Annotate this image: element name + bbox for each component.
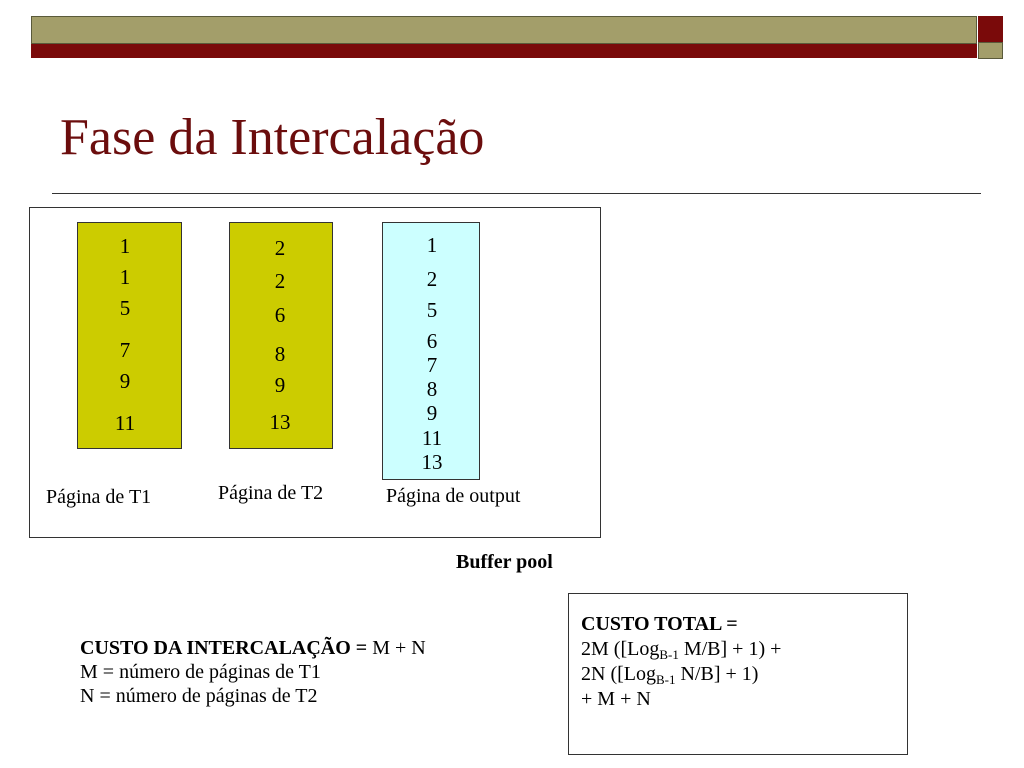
merge-cost-block	[80, 636, 426, 708]
total-cost-line-2-subscript: B-1	[655, 672, 676, 687]
page-output-value: 1	[426, 233, 438, 257]
header-square-maroon	[978, 16, 1003, 42]
page-t2-value: 13	[269, 410, 291, 434]
page-output-value: 2	[426, 267, 438, 291]
page-t1-value: 11	[114, 411, 136, 435]
page-t1-value: 1	[119, 234, 131, 258]
page-output-value: 6	[426, 329, 438, 353]
total-cost-line-3: + M + N	[581, 688, 651, 710]
total-cost-line-1-prefix: 2M ([Log	[581, 638, 660, 660]
page-output-value: 9	[426, 401, 438, 425]
buffer-pool-caption: Buffer pool	[456, 551, 553, 573]
page-output-value: 8	[426, 377, 438, 401]
header-bar-maroon	[31, 44, 977, 58]
total-cost-line-1	[581, 637, 907, 662]
page-t2-value: 2	[274, 269, 286, 293]
page-t1-value: 1	[119, 265, 131, 289]
merge-cost-formula: M + N	[372, 637, 426, 659]
total-cost-line-2	[581, 662, 907, 687]
slide-title: Fase da Intercalação	[60, 109, 485, 166]
total-cost-line-2-prefix: 2N ([Log	[581, 663, 656, 685]
title-divider	[52, 193, 981, 194]
total-cost-line-1-suffix: M/B] + 1) +	[678, 638, 782, 660]
merge-cost-heading: CUSTO DA INTERCALAÇÃO =	[80, 637, 368, 659]
page-t1-label: Página de T1	[46, 486, 152, 508]
page-t1-value: 9	[119, 369, 131, 393]
page-output-value: 11	[421, 426, 443, 450]
page-t2-value: 8	[274, 342, 286, 366]
merge-cost-line	[80, 636, 426, 660]
header-bar-olive	[31, 16, 977, 44]
header-square-olive	[978, 42, 1003, 59]
total-cost-box	[568, 593, 908, 755]
total-cost-heading: CUSTO TOTAL =	[581, 613, 738, 635]
total-cost-line-2-suffix: N/B] + 1)	[675, 663, 759, 685]
merge-cost-m-definition: M = número de páginas de T1	[80, 661, 321, 683]
page-output-value: 5	[426, 298, 438, 322]
total-cost-line-1-subscript: B-1	[659, 647, 679, 662]
page-t2-label: Página de T2	[218, 482, 324, 504]
page-output-value: 13	[421, 450, 443, 474]
page-t2-value: 9	[274, 373, 286, 397]
page-t2-value: 2	[274, 236, 286, 260]
page-t1-value: 7	[119, 338, 131, 362]
page-t2-value: 6	[274, 303, 286, 327]
page-t1-value: 5	[119, 296, 131, 320]
page-output-value: 7	[426, 353, 438, 377]
page-output-label: Página de output	[386, 485, 521, 507]
merge-cost-n-definition: N = número de páginas de T2	[80, 685, 318, 707]
